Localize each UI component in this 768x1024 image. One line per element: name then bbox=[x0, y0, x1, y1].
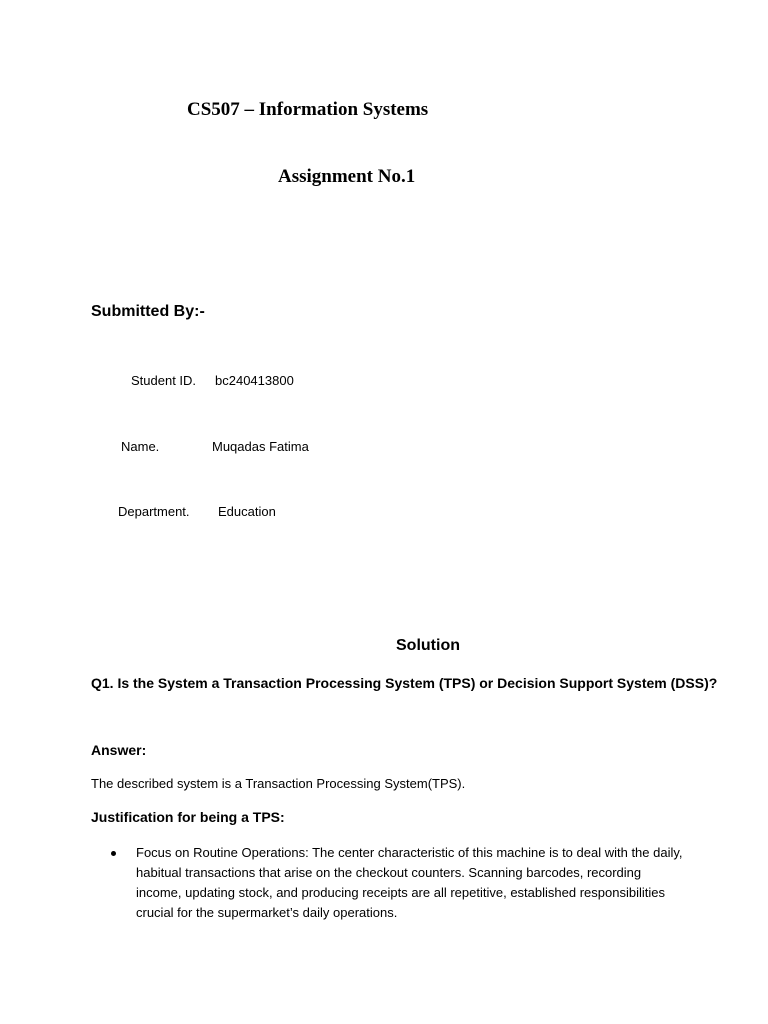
list-item bbox=[108, 843, 688, 923]
question-text: Q1. Is the System a Transaction Processing System (TPS) or Decision Support System (DSS)? bbox=[91, 675, 718, 691]
assignment-title: Assignment No.1 bbox=[278, 166, 416, 187]
department-value: Education bbox=[218, 504, 276, 519]
answer-label: Answer: bbox=[91, 742, 147, 758]
name-label: Name. bbox=[121, 439, 160, 454]
student-id-label: Student ID. bbox=[131, 373, 197, 388]
name-value: Muqadas Fatima bbox=[212, 439, 309, 454]
bullet-icon bbox=[111, 851, 116, 856]
justification-list bbox=[108, 843, 688, 923]
department-label: Department. bbox=[118, 504, 190, 519]
answer-text: The described system is a Transaction Processing System(TPS). bbox=[91, 776, 466, 791]
student-id-value: bc240413800 bbox=[215, 373, 294, 388]
list-item-text: Focus on Routine Operations: The center characteristic of this machine is to deal with the daily, habitual transactions that arise on the checkout counters. Scanning barcodes, recording income, updating stock, and producing receipts are all repetitive, established responsibilities crucial for the supermarket’s daily operations. bbox=[136, 845, 683, 920]
submitted-by-heading: Submitted By:- bbox=[91, 303, 205, 320]
solution-heading: Solution bbox=[396, 637, 460, 654]
course-title: CS507 – Information Systems bbox=[187, 99, 429, 120]
justification-heading: Justification for being a TPS: bbox=[91, 809, 285, 825]
